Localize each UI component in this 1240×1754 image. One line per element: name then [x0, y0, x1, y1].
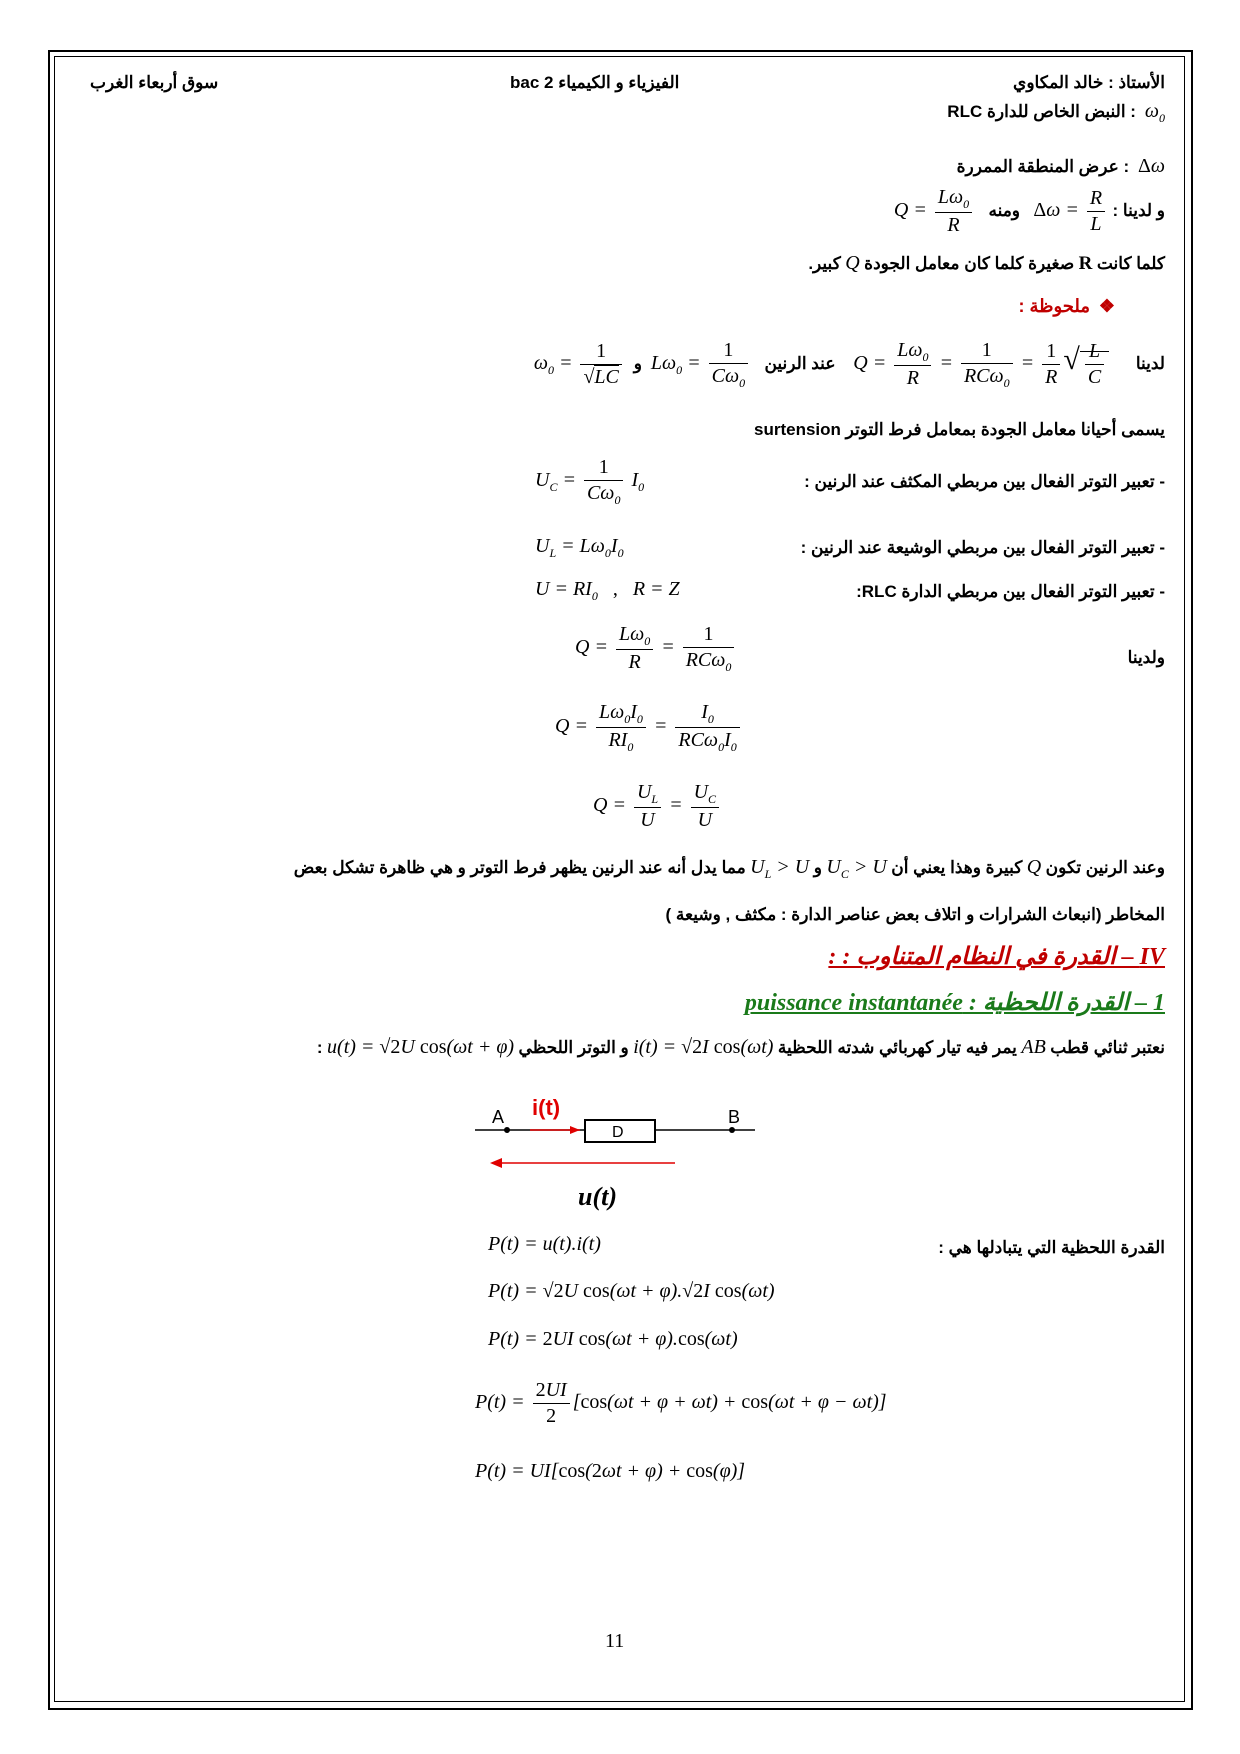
power-eq-3: P(t) = 2UI cos(ωt + φ).cos(ωt)	[488, 1328, 738, 1350]
node-b	[729, 1127, 735, 1133]
small-r-end: كبير.	[808, 254, 841, 273]
small-r-prefix: كلما كانت	[1096, 254, 1165, 273]
dipole-text-a: نعتبر ثنائي قطب	[1050, 1038, 1165, 1057]
uc-formula: $U_C$ = $\frac{1}{C\omega_0}$ $I_0$	[535, 456, 645, 507]
note-label: ملحوظة :	[1018, 296, 1090, 316]
dipole-text-b: يمر فيه تيار كهربائي شدته اللحظية	[777, 1038, 1017, 1057]
label-d: D	[612, 1124, 624, 1141]
section-iv-title-text: IV – القدرة في النظام المتناوب : :	[828, 944, 1165, 970]
section-1-title-text: 1 – القدرة اللحظية : puissance instantanée	[744, 990, 1165, 1016]
small-r-rest: صغيرة كلما كان معامل الجودة	[864, 254, 1075, 273]
q-formula-3: Q = $\frac{U_L}{U}$ = $\frac{U_C}{U}$	[593, 780, 722, 833]
u-formula: $U = RI_0$ , R = Z	[535, 578, 680, 603]
power-eq-4: P(t) = $\frac{2UI}{2}$ [cos(ωt + φ + ωt) + cos(ωt + φ − ωt)]	[475, 1379, 887, 1427]
note-formula-line: لدينا Q = $\frac{L\omega_0}{R}$ = $\frac{1}{RC\omega_0}$ = $\frac{1}{R}$ √ $\frac{L}{C}$ عند الرنين $L\omega_0$ = $\frac{1}{C\omega_0}$ و $\omega_0$ = $\frac{1}{√LC}$	[533, 339, 1165, 390]
ul-label: - تعبير التوتر الفعال بين مربطي الوشيعة عند الرنين :	[800, 538, 1165, 557]
voltage-arrowhead	[490, 1158, 502, 1168]
conclusion-b: كبيرة وهذا يعني أن	[891, 858, 1023, 877]
and-we-have: ولدينا	[1127, 648, 1165, 667]
dipole-line: نعتبر ثنائي قطب AB يمر فيه تيار كهربائي شدته اللحظية i(t) = √2I cos(ωt) و التوتر اللحظي u(t) = √2U cos(ωt + φ) :	[316, 1036, 1165, 1058]
node-a	[504, 1127, 510, 1133]
uc-label: - تعبير التوتر الفعال بين مربطي المكثف عند الرنين :	[804, 472, 1165, 491]
dipole-diagram	[470, 1085, 760, 1220]
def-omega0: $\omega_0$ : النبض الخاص للدارة RLC	[947, 100, 1165, 125]
conclusion-a: وعند الرنين تكون	[1045, 858, 1165, 877]
q-def-ladayna: و لدينا :	[1112, 201, 1165, 221]
header-subject: الفيزياء و الكيمياء 2 bac	[510, 73, 680, 92]
q-formula-2: Q = $\frac{L\omega_0I_0}{RI_0}$ = $\frac{I_0}{RC\omega_0I_0}$	[555, 700, 743, 755]
section-1-title	[745, 988, 1165, 1017]
def-omega0-text: : النبض الخاص للدارة RLC	[947, 102, 1136, 121]
conclusion-line2: المخاطر (انبعاث الشرارات و اتلاف بعض عناصر الدارة : مكثف , وشيعة )	[665, 905, 1165, 924]
q-def-minhu: ومنه	[988, 201, 1021, 221]
label-i: i(t)	[532, 1095, 561, 1120]
u-label: - تعبير التوتر الفعال بين مربطي الدارة RLC:	[856, 582, 1165, 601]
surtension-line: يسمى أحيانا معامل الجودة بمعامل فرط التوتر surtension	[754, 420, 1165, 439]
conclusion-line1: وعند الرنين تكون Q كبيرة وهذا يعني أن $U_C > U$ و $U_L > U$ مما يدل أنه عند الرنين يظهر فرط التوتر و هي ظاهرة تشكل بعض	[293, 856, 1165, 881]
power-eq-5: P(t) = UI[cos(2ωt + φ) + cos(φ)]	[475, 1460, 746, 1482]
power-intro: القدرة اللحظية التي يتبادلها هي :	[938, 1238, 1165, 1257]
note-ladayna: لدينا	[1135, 354, 1165, 374]
note-bullet: ❖	[1098, 296, 1115, 316]
label-a: A	[492, 1107, 505, 1127]
power-eq-1: P(t) = u(t).i(t)	[488, 1233, 601, 1255]
header-location: سوق أربعاء الغرب	[90, 73, 219, 92]
note-resonance: عند الرنين	[764, 354, 836, 374]
dipole-text-c: و التوتر اللحظي	[518, 1038, 629, 1057]
note-and: و	[633, 354, 642, 374]
q-def-line: و لدينا : Δω = $\frac{R}{L}$ ومنه Q = $\frac{L\omega_0}{R}$	[893, 186, 1165, 236]
power-eq-2: P(t) = √2U cos(ωt + φ).√2I cos(ωt)	[488, 1280, 775, 1302]
page-number: 11	[605, 1630, 625, 1652]
q-formula-1: Q = $\frac{L\omega_0}{R}$ = $\frac{1}{RC\omega_0}$	[575, 622, 737, 675]
section-iv-title	[828, 942, 1165, 971]
label-b: B	[728, 1107, 741, 1127]
label-u: u(t)	[578, 1182, 617, 1211]
ul-formula: $U_L = L\omega_0I_0$	[535, 535, 624, 560]
def-domega-text: : عرض المنطقة الممررة	[956, 157, 1130, 176]
header-teacher: الأستاذ : خالد المكاوي	[1013, 73, 1165, 92]
conclusion-c: و	[813, 858, 822, 877]
small-r-line: كلما كانت R صغيرة كلما كان معامل الجودة Q كبير.	[808, 252, 1165, 274]
note-heading	[1018, 296, 1115, 317]
current-arrowhead	[570, 1126, 580, 1134]
conclusion-d: مما يدل أنه عند الرنين يظهر فرط التوتر و هي ظاهرة تشكل بعض	[293, 858, 746, 877]
def-domega: Δω : عرض المنطقة الممررة	[956, 155, 1165, 177]
